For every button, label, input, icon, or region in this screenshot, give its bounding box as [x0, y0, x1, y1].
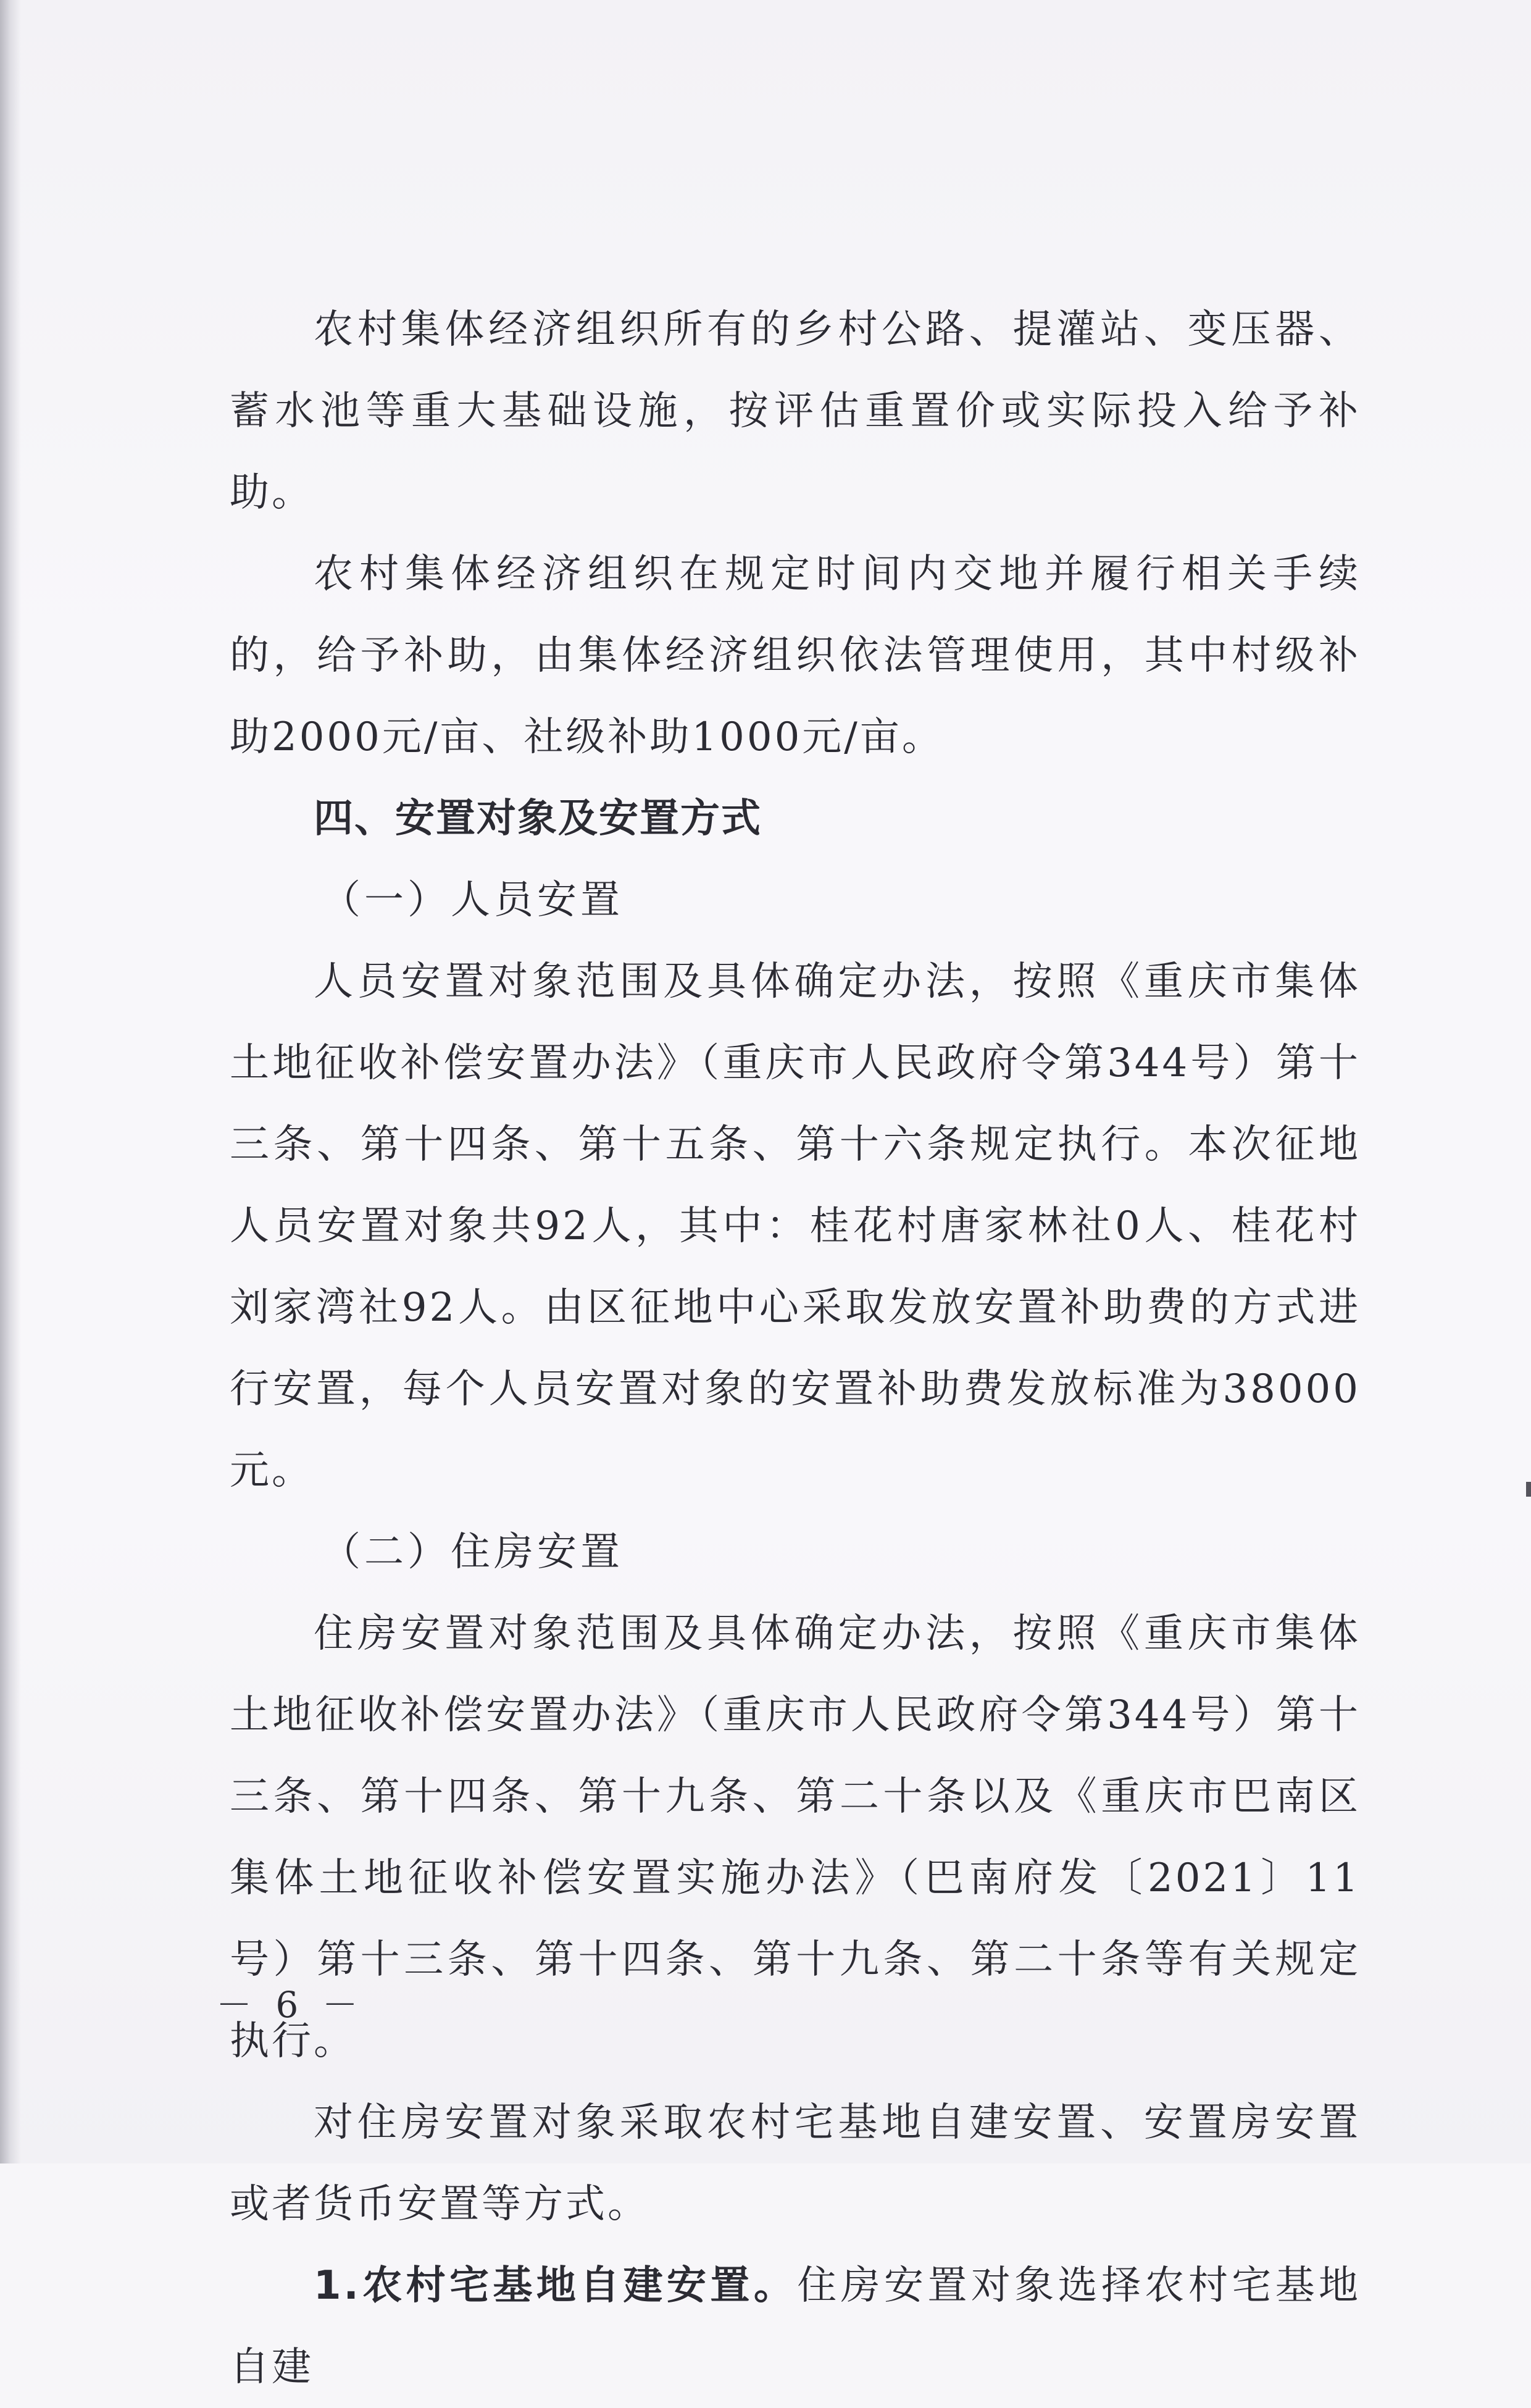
paragraph-homestead-self-build	[230, 2245, 1361, 2408]
paragraph-collective-subsidy: 农村集体经济组织在规定时间内交地并履行相关手续的，给予补助，由集体经济组织依法管理使用，其中村级补助2000元/亩、社级补助1000元/亩。	[230, 551, 1361, 760]
subsection-heading-housing: （二）住房安置	[321, 1529, 624, 1575]
homestead-lead: 1.农村宅基地自建安置。	[314, 2263, 798, 2309]
paragraph-housing-methods: 对住房安置对象采取农村宅基地自建安置、安置房安置或者货币安置等方式。	[230, 2100, 1361, 2227]
paragraph-personnel-resettlement: 人员安置对象范围及具体确定办法，按照《重庆市集体土地征收补偿安置办法》（重庆市人民政府令第344号）第十三条、第十四条、第十五条、第十六条规定执行。本次征地人员安置对象共92人，其中：桂花村唐家林社0人、桂花村刘家湾社92人。由区征地中心采取发放安置补助费的方式进行安置，每个人员安置对象的安置补助费发放标准为38000元。	[230, 959, 1361, 1494]
paragraph-infrastructure: 农村集体经济组织所有的乡村公路、提灌站、变压器、蓄水池等重大基础设施，按评估重置价或实际投入给予补助。	[230, 307, 1361, 516]
paragraph-housing-resettlement: 住房安置对象范围及具体确定办法，按照《重庆市集体土地征收补偿安置办法》（重庆市人民政府令第344号）第十三条、第十四条、第十九条、第二十条以及《重庆市巴南区集体土地征收补偿安置实施办法》（巴南府发〔2021〕11号）第十三条、第十四条、第十九条、第二十条等有关规定执行。	[230, 1611, 1361, 2064]
subsection-heading-personnel: （一）人员安置	[321, 877, 624, 923]
scan-edge-mark	[1526, 1482, 1531, 1497]
scan-edge-shadow	[0, 0, 21, 2163]
section-heading-resettlement: 四、安置对象及安置方式	[314, 796, 762, 842]
homestead-text: 住房安置对象选择农村宅基地自建	[230, 2263, 1361, 2390]
document-body	[230, 289, 1361, 2408]
page-number: － 6 －	[216, 1984, 364, 2026]
